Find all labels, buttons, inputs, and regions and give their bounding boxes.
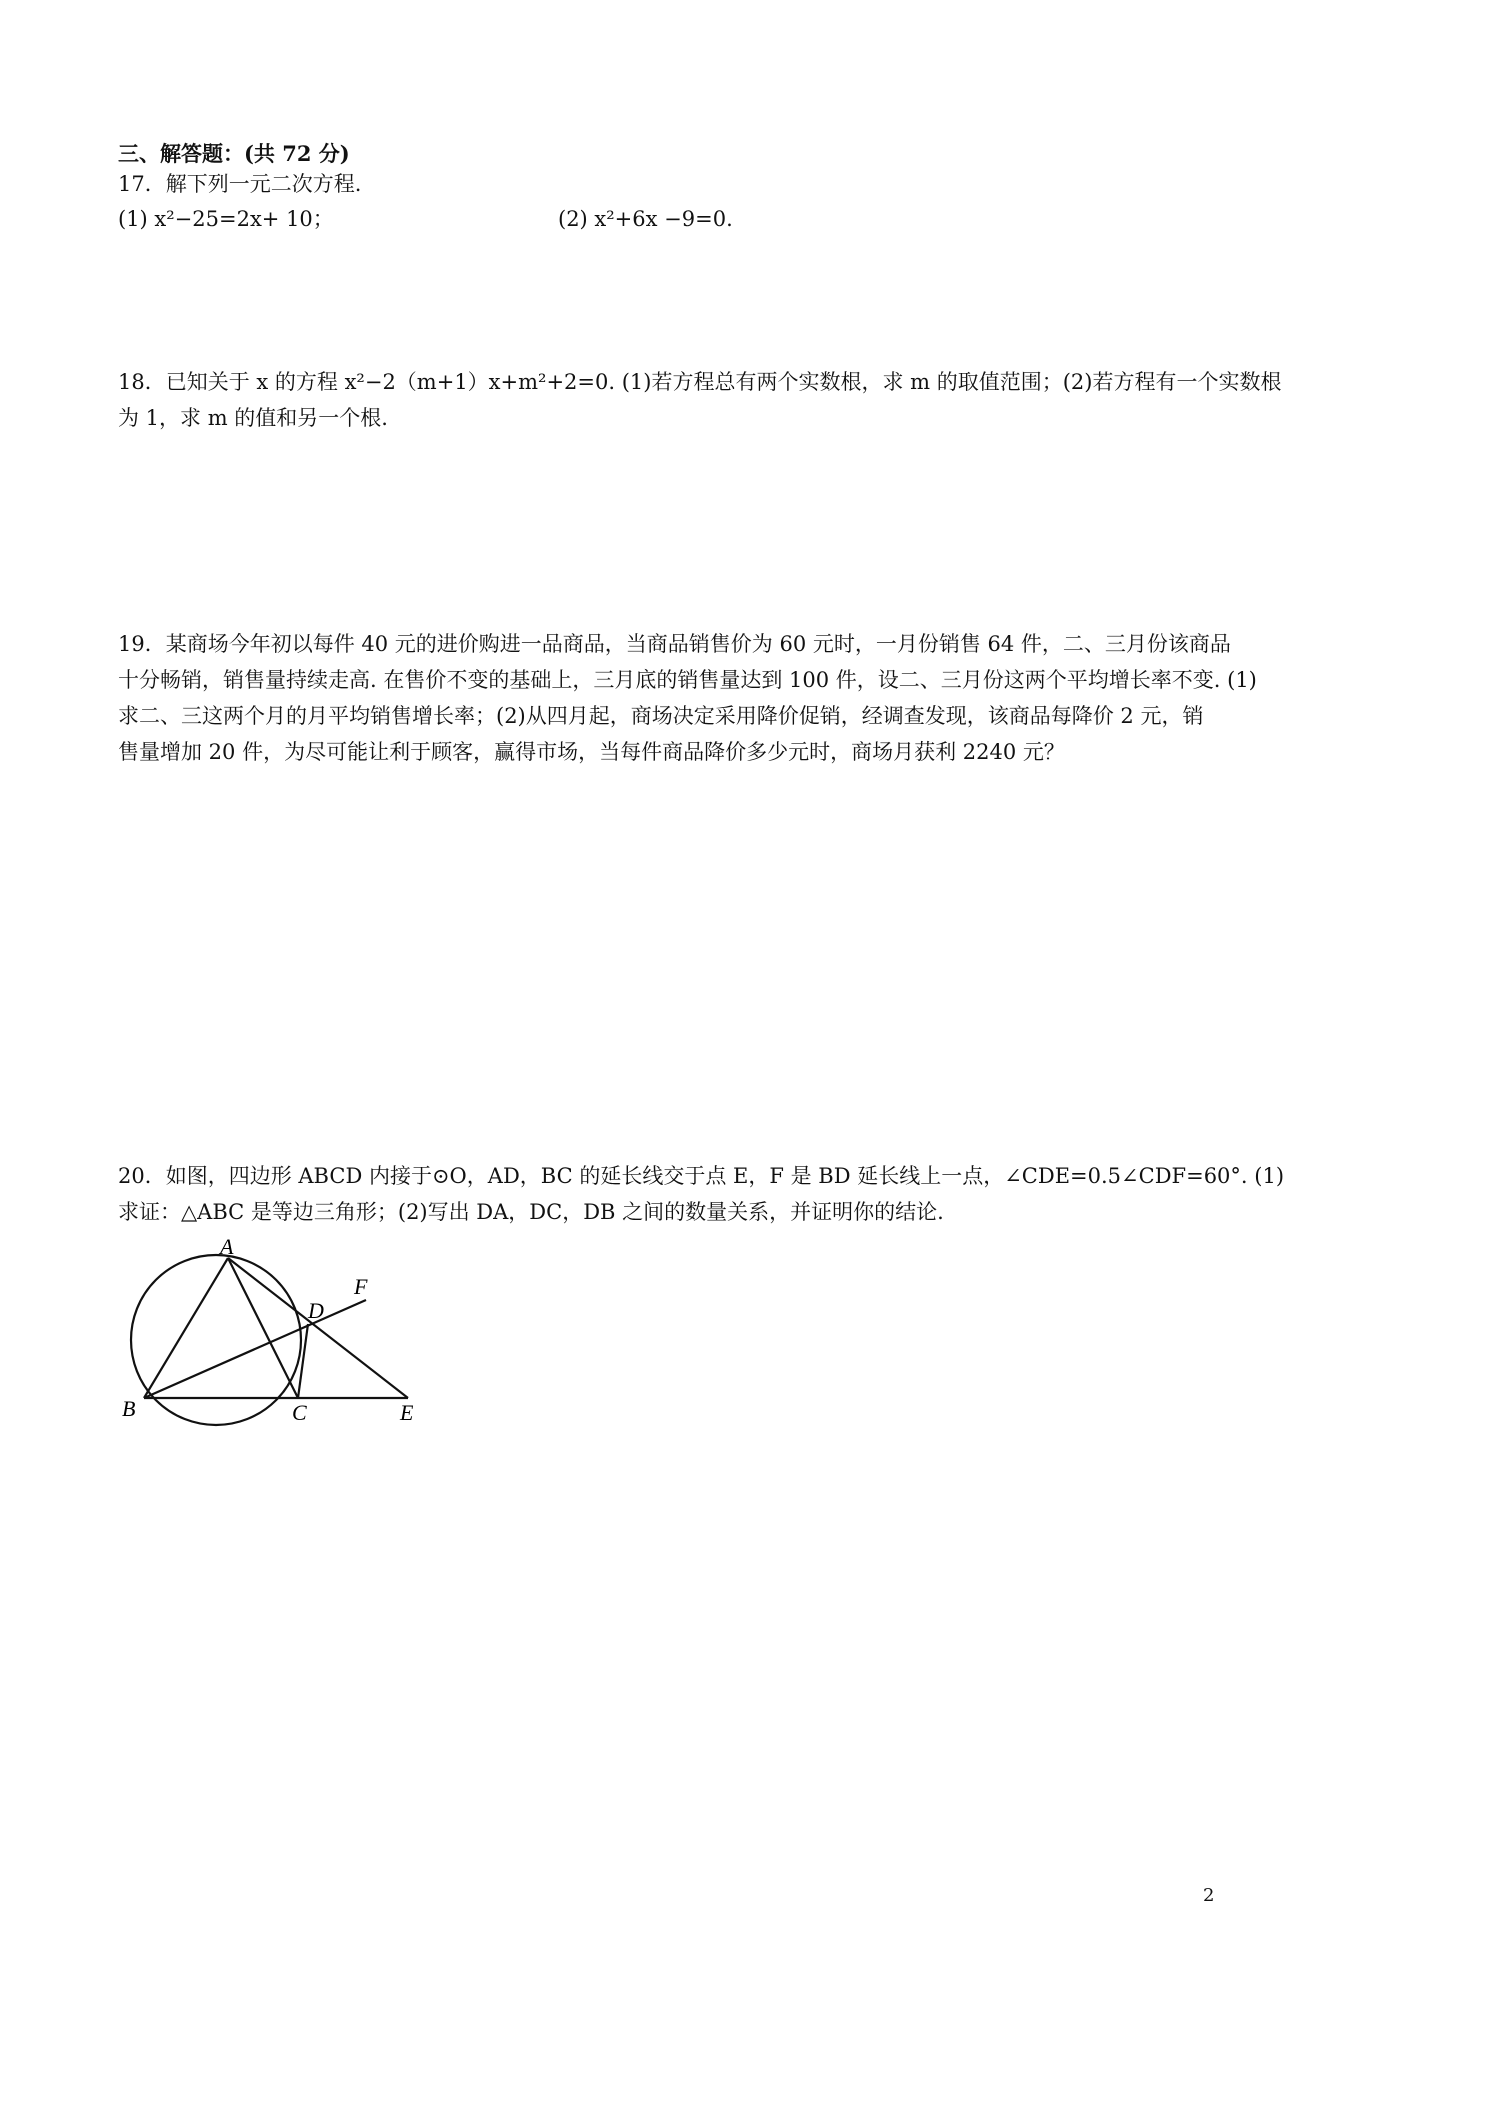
- q17-stem: 17．解下列一元二次方程.: [118, 172, 362, 196]
- q20-line1: 20．如图，四边形 ABCD 内接于⊙O，AD，BC 的延长线交于点 E，F 是 BD 延长线上一点，∠CDE=0.5∠CDF=60°. (1): [118, 1164, 1285, 1188]
- label-f: F: [354, 1274, 368, 1299]
- label-e: E: [400, 1400, 414, 1425]
- label-d: D: [308, 1298, 324, 1323]
- label-a: A: [220, 1238, 234, 1259]
- geometry-figure: [118, 1238, 438, 1438]
- q18-line1: 18．已知关于 x 的方程 x²−2（m+1）x+m²+2=0. (1)若方程总有两个实数根，求 m 的取值范围；(2)若方程有一个实数根: [118, 370, 1282, 394]
- page-number: 2: [1203, 1885, 1215, 1906]
- line-ae: [228, 1258, 408, 1398]
- line-bf: [144, 1300, 366, 1398]
- q17-part2: (2) x²+6x −9=0.: [558, 207, 733, 231]
- section-title: 三、解答题：(共 72 分): [118, 141, 350, 166]
- line-ac: [228, 1258, 298, 1398]
- q18-line2: 为 1，求 m 的值和另一个根.: [118, 406, 388, 430]
- q19-line3: 求二、三这两个月的月平均销售增长率；(2)从四月起，商场决定采用降价促销，经调查发现，该商品每降价 2 元，销: [118, 704, 1204, 728]
- q19-line4: 售量增加 20 件，为尽可能让利于顾客，赢得市场，当每件商品降价多少元时，商场月获利 2240 元？: [118, 740, 1065, 764]
- q17-part1: (1) x²−25=2x+ 10；: [118, 207, 334, 231]
- label-b: B: [122, 1396, 136, 1421]
- q19-line1: 19．某商场今年初以每件 40 元的进价购进一品商品，当商品销售价为 60 元时，一月份销售 64 件，二、三月份该商品: [118, 632, 1231, 656]
- label-c: C: [292, 1400, 307, 1425]
- line-cd: [298, 1324, 308, 1398]
- q19-line2: 十分畅销，销售量持续走高. 在售价不变的基础上，三月底的销售量达到 100 件，设二、三月份这两个平均增长率不变. (1): [118, 668, 1257, 692]
- q20-line2: 求证：△ABC 是等边三角形；(2)写出 DA，DC，DB 之间的数量关系，并证明你的结论.: [118, 1200, 944, 1224]
